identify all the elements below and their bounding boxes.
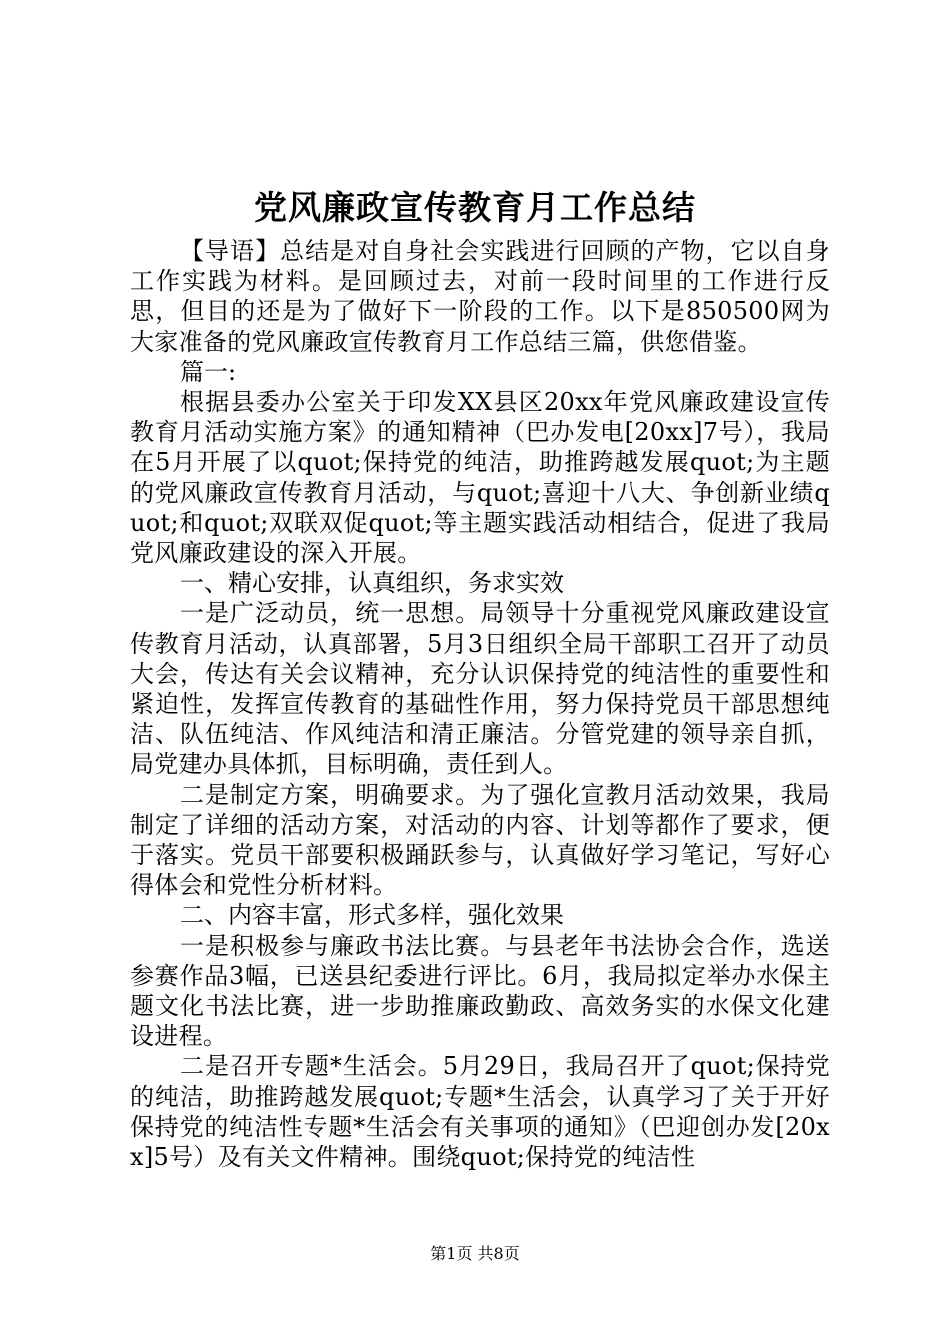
mobilization-paragraph: 一是广泛动员，统一思想。局领导十分重视党风廉政建设宣传教育月活动，认真部署，5月3日组织全局干部职工召开了动员大会，传达有关会议精神，充分认识保持党的纯洁性的重要性和紧迫性，发挥宣传教育的基础性作用，努力保持党员干部思想纯洁、队伍纯洁、作风纯洁和清正廉洁。分管党建的领导亲自抓，局党建办具体抓，目标明确，责任到人。 — [130, 599, 830, 779]
section-heading-2: 二、内容丰富，形式多样，强化效果 — [180, 901, 564, 930]
calligraphy-paragraph: 一是积极参与廉政书法比赛。与县老年书法协会合作，选送参赛作品3幅，已送县纪委进行评比。6月，我局拟定举办水保主题文化书法比赛，进一步助推廉政勤政、高效务实的水保文化建设进程。 — [130, 931, 830, 1051]
plan-paragraph: 二是制定方案，明确要求。为了强化宣教月活动效果，我局制定了详细的活动方案，对活动的内容、计划等都作了要求，便于落实。党员干部要积极踊跃参与，认真做好学习笔记，写好心得体会和党性分析材料。 — [130, 780, 830, 900]
section-heading-1: 一、精心安排，认真组织，务求实效 — [180, 569, 564, 598]
document-body — [130, 236, 830, 1172]
page-footer: 第1页 共8页 — [430, 1244, 520, 1263]
meeting-paragraph: 二是召开专题*生活会。5月29日，我局召开了quot;保持党的纯洁，助推跨越发展quot;专题*生活会，认真学习了关于开好保持党的纯洁性专题*生活会有关事项的通知》（巴迎创办发[20xx]5号）及有关文件精神。围绕quot;保持党的纯洁性 — [130, 1052, 830, 1172]
part-heading: 篇一: — [180, 357, 237, 386]
document-title: 党风廉政宣传教育月工作总结 — [254, 188, 696, 227]
background-paragraph: 根据县委办公室关于印发XX县区20xx年党风廉政建设宣传教育月活动实施方案》的通知精神（巴办发电[20xx]7号），我局在5月开展了以quot;保持党的纯洁，助推跨越发展quot;为主题的党风廉政宣传教育月活动，与quot;喜迎十八大、争创新业绩quot;和quot;双联双促quot;等主题实践活动相结合，促进了我局党风廉政建设的深入开展。 — [130, 388, 830, 568]
intro-paragraph: 【导语】总结是对自身社会实践进行回顾的产物，它以自身工作实践为材料。是回顾过去，对前一段时间里的工作进行反思，但目的还是为了做好下一阶段的工作。以下是850500网为大家准备的党风廉政宣传教育月工作总结三篇，供您借鉴。 — [130, 237, 830, 356]
